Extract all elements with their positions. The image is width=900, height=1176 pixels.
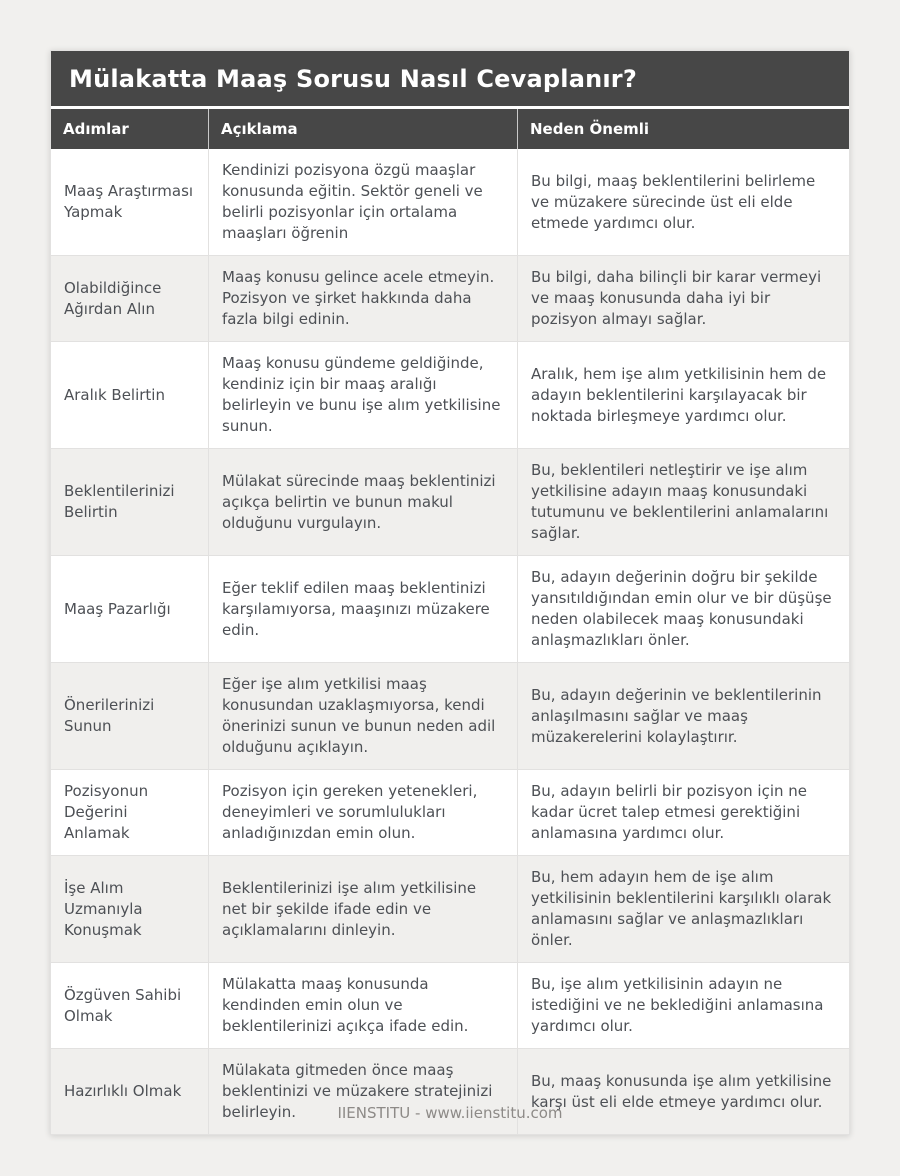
cell-why-important: Bu, adayın değerinin ve beklentilerinin anlaşılmasını sağlar ve maaş müzakerelerini kolaylaştırır.	[517, 663, 849, 769]
footer-credit: IIENSTITU - www.iienstitu.com	[337, 1104, 563, 1122]
cell-why-important: Aralık, hem işe alım yetkilisinin hem de adayın beklentilerini karşılayacak bir noktada birleşmeye yardımcı olur.	[517, 342, 849, 448]
table-row	[51, 855, 849, 962]
cell-why-important: Bu bilgi, daha bilinçli bir karar vermeyi ve maaş konusunda daha iyi bir pozisyon almayı sağlar.	[517, 256, 849, 341]
table-row	[51, 448, 849, 555]
cell-step: Maaş Pazarlığı	[64, 599, 171, 618]
page-title: Mülakatta Maaş Sorusu Nasıl Cevaplanır?	[69, 65, 637, 93]
cell-description: Mülakatta maaş konusunda kendinden emin olun ve beklentilerinizi açıkça ifade edin.	[208, 963, 517, 1048]
cell-step: Önerilerinizi Sunun	[64, 696, 155, 735]
cell-step: İşe Alım Uzmanıyla Konuşmak	[64, 878, 143, 939]
cell-description: Eğer işe alım yetkilisi maaş konusundan uzaklaşmıyorsa, kendi önerinizi sunun ve bunun neden adil olduğunu açıklayın.	[208, 663, 517, 769]
cell-why-important: Bu, maaş konusunda işe alım yetkilisine karşı üst eli elde etmeye yardımcı olur.	[517, 1049, 849, 1134]
table-row	[51, 149, 849, 255]
cell-description: Maaş konusu gelince acele etmeyin. Pozisyon ve şirket hakkında daha fazla bilgi edinin.	[208, 256, 517, 341]
column-header-steps: Adımlar	[63, 120, 129, 138]
cell-description: Eğer teklif edilen maaş beklentinizi karşılamıyorsa, maaşınızı müzakere edin.	[208, 556, 517, 662]
cell-why-important: Bu, beklentileri netleştirir ve işe alım yetkilisine adayın maaş konusundaki tutumunu ve beklentilerini anlamalarını sağlar.	[517, 449, 849, 555]
cell-why-important: Bu, adayın belirli bir pozisyon için ne kadar ücret talep etmesi gerektiğini anlamasına yardımcı olur.	[517, 770, 849, 855]
table-body	[51, 149, 849, 1134]
cell-description: Kendinizi pozisyona özgü maaşlar konusunda eğitin. Sektör geneli ve belirli pozisyonlar için ortalama maaşları öğrenin	[208, 149, 517, 255]
table-title-bar	[51, 51, 849, 109]
cell-step: Aralık Belirtin	[64, 385, 165, 404]
table-row	[51, 769, 849, 855]
salary-question-table-card	[50, 50, 850, 1135]
cell-why-important: Bu, işe alım yetkilisinin adayın ne istediğini ve ne beklediğini anlamasına yardımcı olur.	[517, 963, 849, 1048]
column-header-description: Açıklama	[208, 109, 517, 149]
cell-why-important: Bu, adayın değerinin doğru bir şekilde yansıtıldığından emin olur ve bir düşüşe neden olabilecek maaş konusundaki anlaşmazlıkları önler.	[517, 556, 849, 662]
table-row	[51, 555, 849, 662]
table-row	[51, 962, 849, 1048]
cell-step: Özgüven Sahibi Olmak	[64, 985, 182, 1025]
table-row	[51, 341, 849, 448]
cell-description: Mülakata gitmeden önce maaş beklentinizi ve müzakere stratejinizi belirleyin.	[208, 1049, 517, 1134]
cell-step: Beklentilerinizi Belirtin	[64, 482, 175, 521]
cell-description: Beklentilerinizi işe alım yetkilisine net bir şekilde ifade edin ve açıklamalarını dinleyin.	[208, 856, 517, 962]
cell-step: Pozisyonun Değerini Anlamak	[64, 782, 149, 842]
table-row	[51, 662, 849, 769]
cell-step: Hazırlıklı Olmak	[64, 1082, 182, 1100]
cell-description: Mülakat sürecinde maaş beklentinizi açıkça belirtin ve bunun makul olduğunu vurgulayın.	[208, 449, 517, 555]
cell-step: Olabildiğince Ağırdan Alın	[64, 278, 162, 318]
cell-step: Maaş Araştırması Yapmak	[64, 182, 194, 221]
table-header-row	[51, 109, 849, 149]
cell-why-important: Bu bilgi, maaş beklentilerini belirleme ve müzakere sürecinde üst eli elde etmede yardımcı olur.	[517, 149, 849, 255]
column-header-why-important: Neden Önemli	[517, 109, 849, 149]
table-row	[51, 255, 849, 341]
cell-description: Maaş konusu gündeme geldiğinde, kendiniz için bir maaş aralığı belirleyin ve bunu işe alım yetkilisine sunun.	[208, 342, 517, 448]
salary-steps-table	[51, 109, 849, 1134]
cell-description: Pozisyon için gereken yetenekleri, deneyimleri ve sorumlulukları anladığınızdan emin olun.	[208, 770, 517, 855]
cell-why-important: Bu, hem adayın hem de işe alım yetkilisinin beklentilerini karşılıklı olarak anlamasını sağlar ve anlaşmazlıkları önler.	[517, 856, 849, 962]
